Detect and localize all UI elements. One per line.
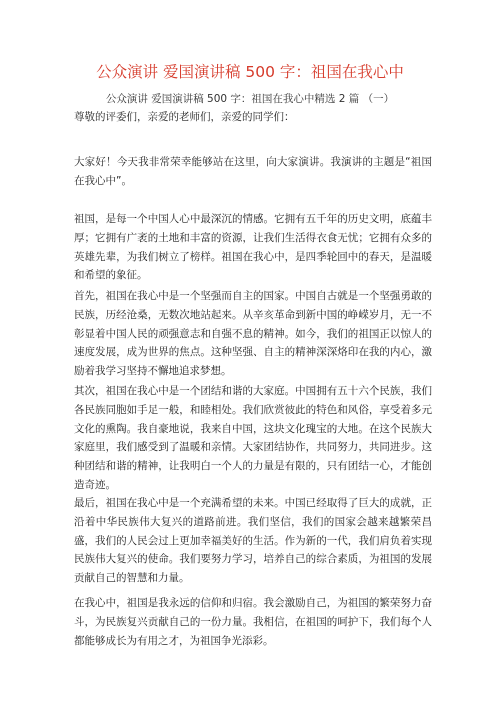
document-subtitle: 公众演讲 爱国演讲稿 500 字：祖国在我心中精选 2 篇 （一） bbox=[105, 93, 395, 105]
paragraph-third-point: 最后，祖国在我心中是一个充满希望的未来。中国已经取得了巨大的成就，正沿着中华民族伟大复兴的道路前进。我们坚信，我们的国家会越来越繁荣昌盛，我们的人民会过上更加幸福美好的生活。作为新的一代，我们肩负着实现民族伟大复兴的使命。我们要努力学习，培养自己的综合素质，为祖国的发展贡献自己的智慧和力量。 bbox=[74, 497, 432, 585]
paragraph-first-point: 首先，祖国在我心中是一个坚强而自主的国家。中国自古就是一个坚强勇敢的民族，历经沧桑，无数次地站起来。从辛亥革命到新中国的峥嵘岁月，无一不彰显着中国人民的顽强意志和自强不息的精神。如今，我们的祖国正以惊人的速度发展，成为世界的焦点。这种坚强、自主的精神深深烙印在我的内心，激励着我学习坚持不懈地追求梦想。 bbox=[74, 290, 432, 378]
paragraph-salutation: 尊敬的评委们，亲爱的老师们，亲爱的同学们： bbox=[74, 111, 295, 123]
document-title: 公众演讲 爱国演讲稿 500 字：祖国在我心中 bbox=[96, 63, 404, 81]
paragraph-greeting: 大家好！今天我非常荣幸能够站在这里，向大家演讲。我演讲的主题是“祖国在我心中”。 bbox=[74, 156, 432, 187]
paragraph-intro: 祖国，是每一个中国人心中最深沉的情感。它拥有五千年的历史文明，底蕴丰厚；它拥有广袤的土地和丰富的资源，让我们生活得衣食无忧；它拥有众多的英雄先辈，为我们树立了榜样。祖国在我心中，是四季轮回中的春天，是温暖和希望的象征。 bbox=[74, 213, 432, 282]
paragraph-conclusion: 在我心中，祖国是我永远的信仰和归宿。我会激励自己，为祖国的繁荣努力奋斗，为民族复兴贡献自己的一份力量。我相信，在祖国的呵护下，我们每个人都能够成长为有用之才，为祖国争光添彩。 bbox=[74, 597, 432, 647]
paragraph-second-point: 其次，祖国在我心中是一个团结和谐的大家庭。中国拥有五十六个民族，我们各民族同胞如手足一般，和睦相处。我们欣赏彼此的特色和风俗，享受着多元文化的熏陶。我自豪地说，我来自中国，这块文化瑰宝的大地。在这个民族大家庭里，我们感受到了温暖和亲情。大家团结协作，共同努力，共同进步。这种团结和谐的精神，让我明白一个人的力量是有限的，只有团结一心，才能创造奇迹。 bbox=[74, 385, 432, 491]
